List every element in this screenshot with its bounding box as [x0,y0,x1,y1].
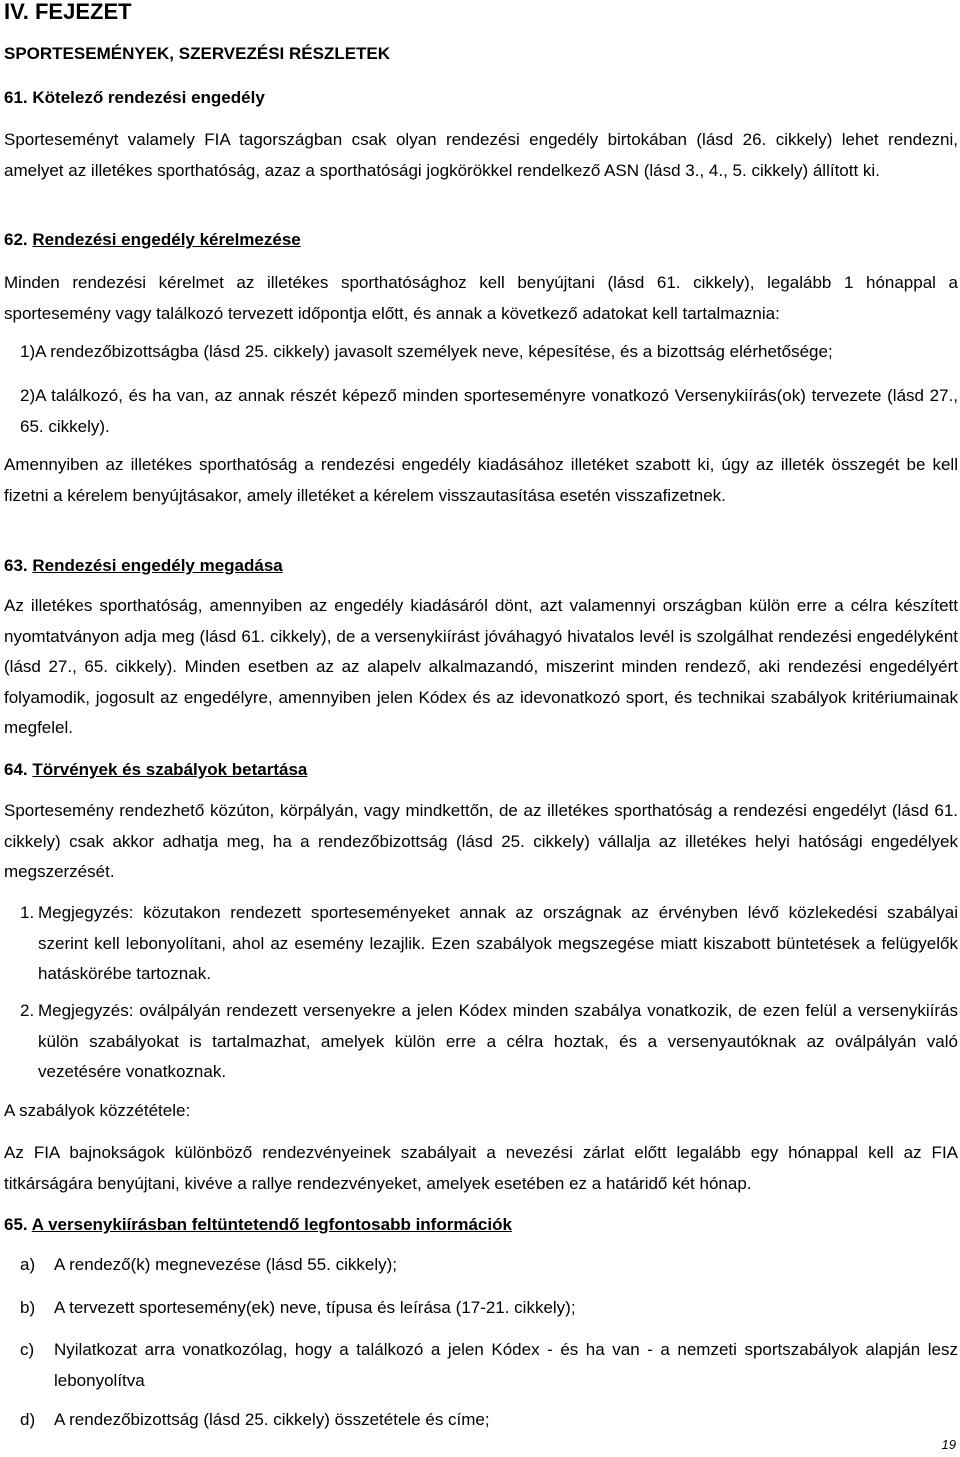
item-d-marker: d) [20,1410,36,1429]
item-d-text: A rendezőbizottság (lásd 25. cikkely) összetétele és címe; [54,1410,490,1429]
article-62-title: Rendezési engedély kérelmezése [32,230,301,249]
article-61-heading [4,86,958,110]
article-64-body: Sportesemény rendezhető közúton, körpályán, vagy mindkettőn, de az illetékes sporthatóság a rendezési engedélyt (lásd 61. cikkely) csak akkor adhatja meg, ha a rendezőbizottság (lásd 25. cikkely) vállalja az illetékes helyi hatósági engedélyek megszerzését. [4,801,958,881]
item-b-text: A tervezett sportesemény(ek) neve, típusa és leírása (17-21. cikkely); [54,1298,576,1317]
article-64-title: Törvények és szabályok betartása [32,760,308,779]
article-62-number: 62. [4,230,28,249]
article-65-title: A versenykiírásban feltüntetendő legfontosabb információk [31,1215,512,1234]
page-number: 19 [941,1437,956,1452]
publication-label: A szabályok közzététele: [4,1101,191,1120]
article-64-number: 64. [4,760,28,779]
article-62-item-2: 2)A találkozó, és ha van, az annak részét képező minden sporteseményre vonatkozó Versenykiírás(ok) tervezete (lásd 27., 65. cikkely). [20,386,958,436]
chapter-title: IV. FEJEZET [4,0,132,24]
article-62-fee: Amennyiben az illetékes sporthatóság a rendezési engedély kiadásához illetéket szabott ki, úgy az illeték összegét be kell fizetni a kérelem benyújtásakor, amely illetéket a kérelem visszautasítása esetén visszafizetnek. [4,455,958,505]
article-61-body: Sporteseményt valamely FIA tagországban csak olyan rendezési engedély birtokában (lásd 26. cikkely) lehet rendezni, amelyet az illetékes sporthatóság, azaz a sporthatósági jogkörökkel rendelkező ASN (lásd 3., 4., 5. cikkely) állított ki. [4,130,958,180]
item-a-marker: a) [20,1255,36,1274]
article-64-heading [4,758,958,782]
section-title: SPORTESEMÉNYEK, SZERVEZÉSI RÉSZLETEK [4,44,391,63]
article-63-title: Rendezési engedély megadása [32,556,283,575]
note-2-marker: 2. [20,1001,35,1020]
article-61-number: 61. [4,88,28,107]
article-65-item-c [20,1335,958,1396]
article-65-heading [4,1213,958,1237]
publication-body: Az FIA bajnokságok különböző rendezvényeinek szabályait a nevezési zárlat előtt legalább egy hónappal kell az FIA titkárságára benyújtani, kivéve a rallye rendezvényeket, amelyek esetében ez a határidő két hónap. [4,1143,958,1193]
item-b-marker: b) [20,1298,36,1317]
article-63-number: 63. [4,556,28,575]
article-63-body: Az illetékes sporthatóság, amennyiben az engedély kiadásáról dönt, azt valamennyi országban külön erre a célra készített nyomtatványon adja meg (lásd 61. cikkely), de a versenykiírást jóváhagyó hivatalos levél is szolgálhat rendezési engedélyként (lásd 27., 65. cikkely). Minden esetben az az alapelv alkalmazandó, miszerint minden rendező, aki rendezési engedélyért folyamodik, jogosult az engedélyre, amennyiben jelen Kódex és az idevonatkozó sport, és technikai szabályok kritériumainak megfelel. [4,596,958,737]
note-1-marker: 1. [20,903,35,922]
item-c-marker: c) [20,1340,35,1359]
article-63-heading [4,554,958,578]
article-65-item-a [20,1250,958,1281]
article-65-number: 65. [4,1215,28,1234]
note-2-text: Megjegyzés: oválpályán rendezett versenyekre a jelen Kódex minden szabálya vonatkozik, de ezen felül a versenykiírás külön szabályokat is tartalmazhat, amelyek külön erre a célra hoztak, és a versenyautóknak az oválpályán való vezetésére vonatkoznak. [38,1001,958,1081]
article-62-item-1: 1)A rendezőbizottságba (lásd 25. cikkely) javasolt személyek neve, képesítése, és a bizottság elérhetősége; [20,342,833,361]
note-1-text: Megjegyzés: közutakon rendezett sporteseményeket annak az országnak az érvényben lévő közlekedési szabályai szerint kell lebonyolítani, ahol az esemény lezajlik. Ezen szabályok megszegése miatt kiszabott büntetések a felügyelők hatáskörébe tartoznak. [38,903,958,983]
item-c-text: Nyilatkozat arra vonatkozólag, hogy a találkozó a jelen Kódex - és ha van - a nemzeti sportszabályok alapján lesz lebonyolítva [54,1340,958,1390]
article-62-heading [4,228,958,252]
article-64-note-1 [20,898,958,990]
article-65-item-d [20,1405,958,1436]
item-a-text: A rendező(k) megnevezése (lásd 55. cikkely); [54,1255,397,1274]
article-61-title: Kötelező rendezési engedély [32,88,265,107]
article-65-item-b [20,1293,958,1324]
article-62-intro: Minden rendezési kérelmet az illetékes sporthatósághoz kell benyújtani (lásd 61. cikkely), legalább 1 hónappal a sportesemény vagy találkozó tervezett időpontja előtt, és annak a következő adatokat kell tartalmaznia: [4,273,958,323]
article-64-note-2 [20,996,958,1088]
